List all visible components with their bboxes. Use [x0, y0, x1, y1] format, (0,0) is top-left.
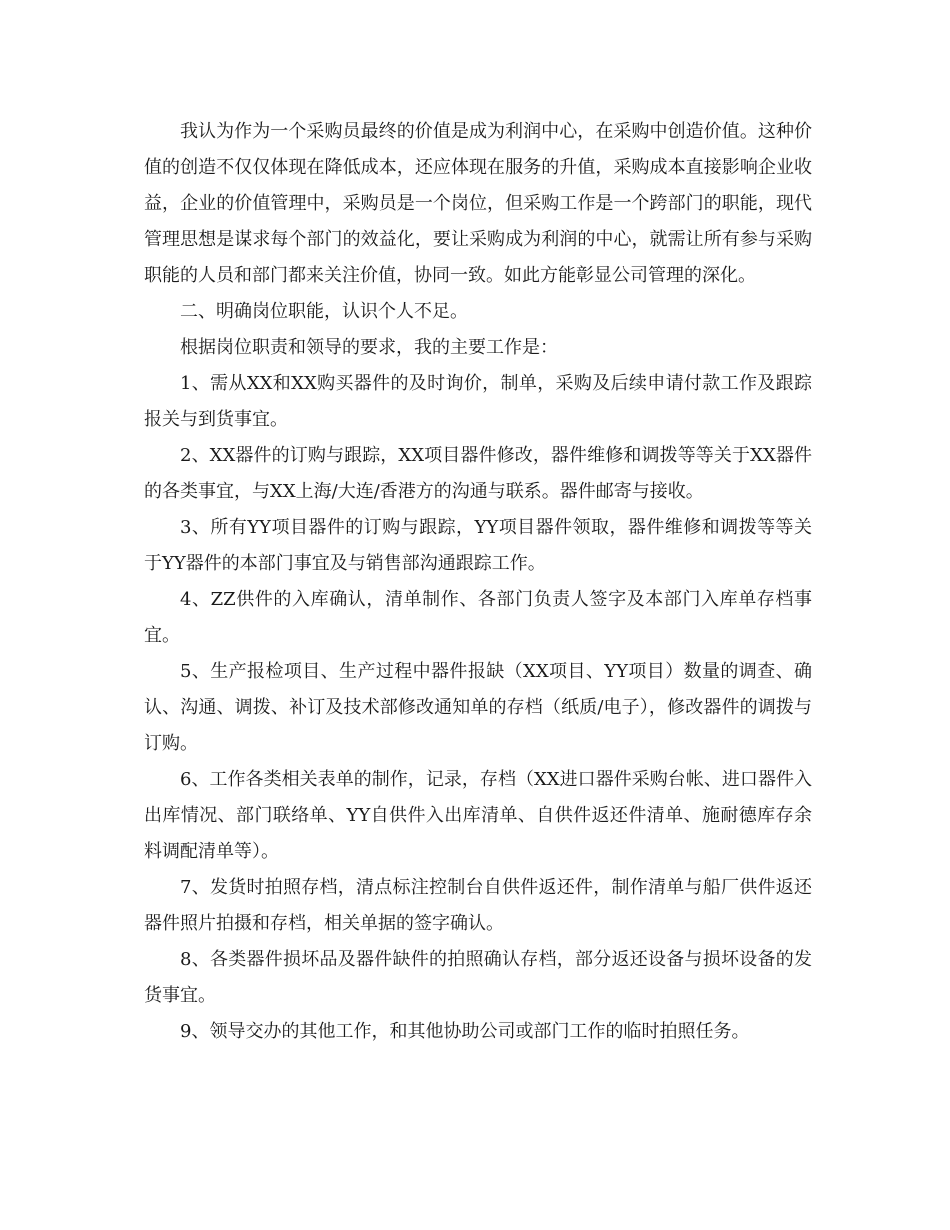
- list-item-duty-9: 9、领导交办的其他工作，和其他协助公司或部门工作的临时拍照任务。: [180, 1021, 750, 1042]
- list-item-duty-7: 7、发货时拍照存档，清点标注控制台自供件返还件，制作清单与船厂供件返还器件照片拍摄和存档，相关单据的签字确认。: [144, 877, 812, 934]
- list-item-duty-8: 8、各类器件损坏品及器件缺件的拍照确认存档，部分返还设备与损坏设备的发货事宜。: [144, 949, 812, 1006]
- paragraph-value-statement: 我认为作为一个采购员最终的价值是成为利润中心，在采购中创造价值。这种价值的创造不仅仅体现在降低成本，还应体现在服务的升值，采购成本直接影响企业收益，企业的价值管理中，采购员是一个岗位，但采购工作是一个跨部门的职能，现代管理思想是谋求每个部门的效益化，要让采购成为利润的中心，就需让所有参与采购职能的人员和部门都来关注价值，协同一致。如此方能彰显公司管理的深化。: [144, 121, 812, 286]
- document-body: [144, 114, 812, 1050]
- paragraph-intro-duties: 根据岗位职责和领导的要求，我的主要工作是：: [180, 337, 558, 358]
- list-item-duty-6: 6、工作各类相关表单的制作，记录，存档（XX进口器件采购台帐、进口器件入出库情况、部门联络单、YY自供件入出库清单、自供件返还件清单、施耐德库存余料调配清单等）。: [144, 769, 812, 862]
- list-item-duty-4: 4、ZZ供件的入库确认，清单制作、各部门负责人签字及本部门入库单存档事宜。: [144, 589, 812, 646]
- list-item-duty-5: 5、生产报检项目、生产过程中器件报缺（XX项目、YY项目）数量的调查、确认、沟通、调拨、补订及技术部修改通知单的存档（纸质/电子），修改器件的调拨与订购。: [144, 661, 812, 754]
- list-item-duty-1: 1、需从XX和XX购买器件的及时询价，制单，采购及后续申请付款工作及跟踪报关与到货事宜。: [144, 373, 812, 430]
- list-item-duty-2: 2、XX器件的订购与跟踪，XX项目器件修改，器件维修和调拨等等关于XX器件的各类事宜，与XX上海/大连/香港方的沟通与联系。器件邮寄与接收。: [144, 445, 812, 502]
- list-item-duty-3: 3、所有YY项目器件的订购与跟踪，YY项目器件领取，器件维修和调拨等等关于YY器件的本部门事宜及与销售部沟通跟踪工作。: [144, 517, 812, 574]
- section-heading-2: 二、明确岗位职能，认识个人不足。: [180, 301, 468, 322]
